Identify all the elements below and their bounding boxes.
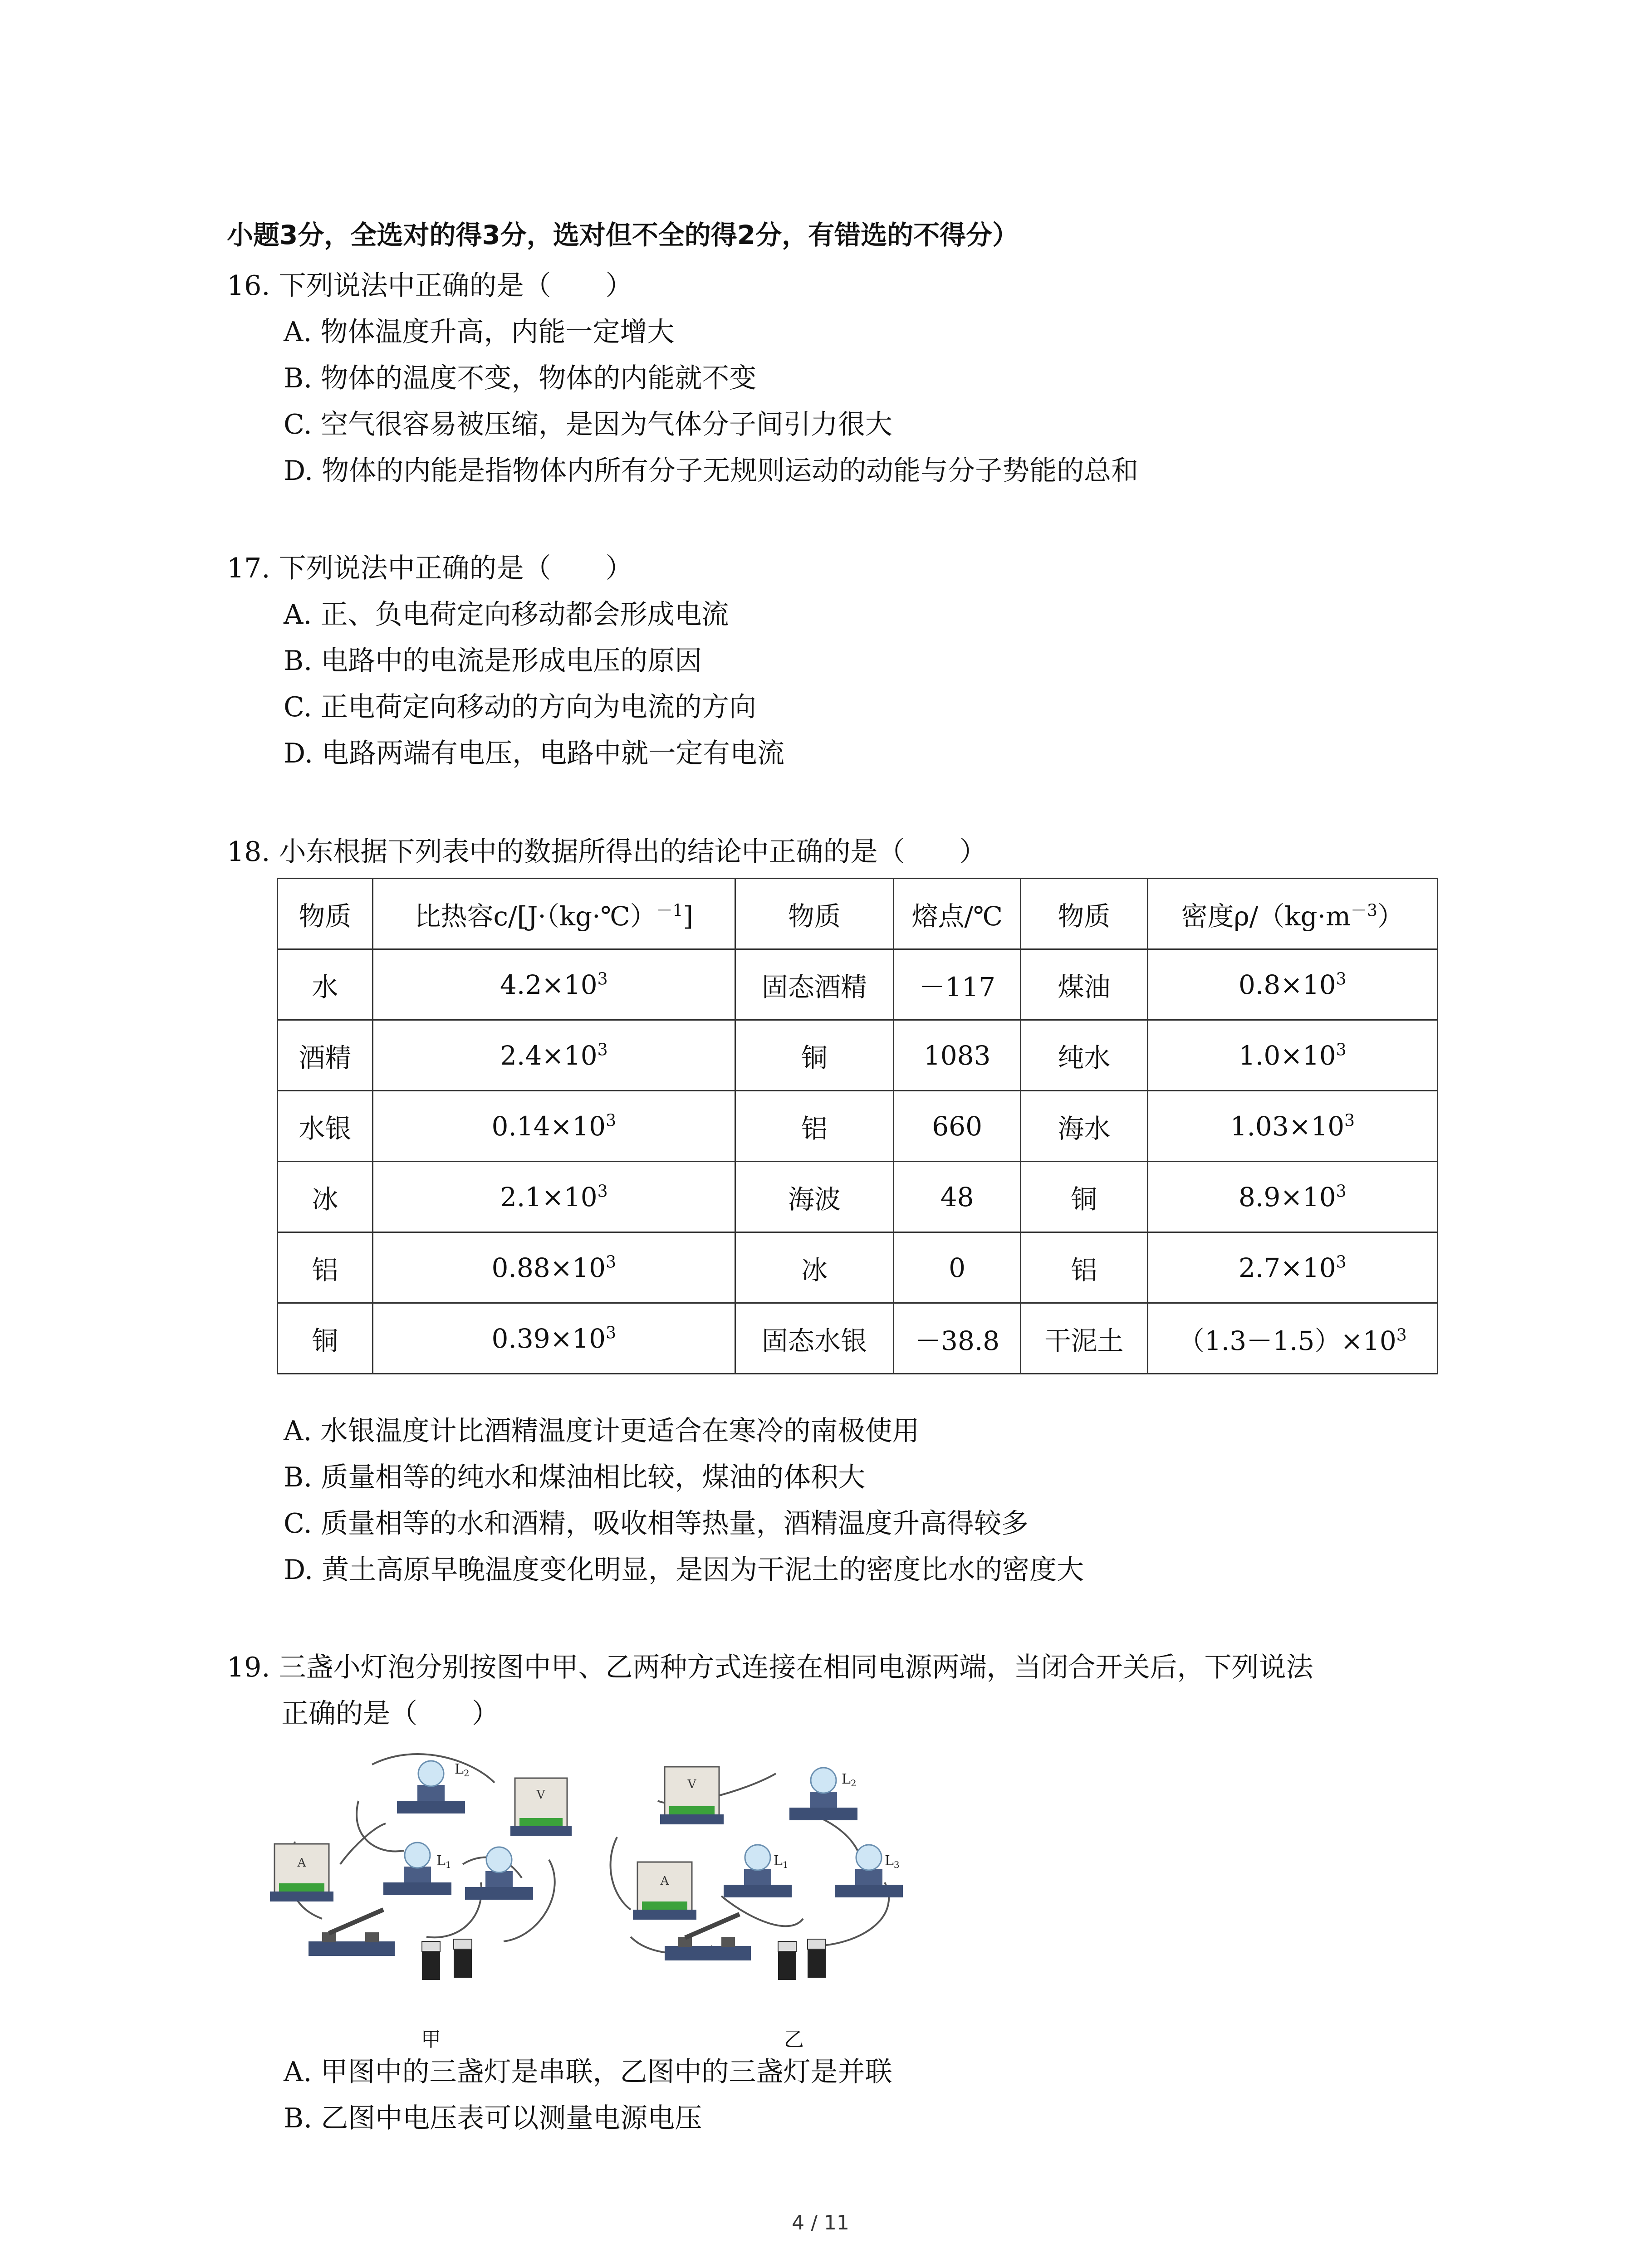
question-18-option-a: A. 水银温度计比酒精温度计更适合在寒冷的南极使用 (284, 1415, 920, 1447)
question-19-stem: 19. 三盏小灯泡分别按图中甲、乙两种方式连接在相同电源两端，当闭合开关后，下列说法 (227, 1652, 1313, 1683)
question-19-option-b: B. 乙图中电压表可以测量电源电压 (284, 2102, 702, 2134)
lamp-icon (383, 1843, 451, 1895)
table-cell: 铜 (278, 1303, 373, 1374)
table-cell: 固态酒精 (735, 949, 893, 1020)
table-cell: $0.88\times 10^3$ (372, 1232, 735, 1303)
table-cell: 煤油 (1021, 949, 1148, 1020)
battery-icon (422, 1939, 472, 1980)
table-header-row (278, 879, 1438, 949)
question-18-option-b: B. 质量相等的纯水和煤油相比较，煤油的体积大 (284, 1461, 866, 1493)
table-cell: 铝 (735, 1091, 893, 1162)
table-cell: 水 (278, 949, 373, 1020)
question-18-stem: 18. 小东根据下列表中的数据所得出的结论中正确的是（ ） (227, 836, 987, 868)
question-18-option-c: C. 质量相等的水和酒精，吸收相等热量，酒精温度升高得较多 (284, 1508, 1029, 1540)
question-17-option-d: D. 电路两端有电压，电路中就一定有电流 (284, 738, 785, 769)
question-16-stem: 16. 下列说法中正确的是（ ） (227, 270, 633, 302)
lamp-icon (397, 1761, 470, 1813)
table-cell: －38.8 (894, 1303, 1021, 1374)
lamp-icon (789, 1768, 857, 1820)
svg-text:L2: $L_2$ (455, 1761, 470, 1779)
table-row (278, 949, 1438, 1020)
table-header-cell: 物质 (735, 879, 893, 949)
question-16-option-d: D. 物体的内能是指物体内所有分子无规则运动的动能与分子势能的总和 (284, 455, 1139, 487)
table-row (278, 1020, 1438, 1091)
svg-text:V: V (536, 1788, 545, 1802)
svg-text:L1: $L_1$ (774, 1853, 789, 1870)
svg-text:A: A (297, 1856, 306, 1870)
figure-label-right: 乙 (784, 2028, 804, 2051)
table-cell: 铜 (735, 1020, 893, 1091)
table-cell: $8.9\times 10^3$ (1147, 1162, 1437, 1232)
question-19-stem-continued: 正确的是（ ） (281, 1698, 499, 1730)
table-header-cell: 比热容c/[J·（kg·℃）$^{-1}$] (372, 879, 735, 949)
switch-icon (309, 1910, 395, 1956)
table-cell: 冰 (735, 1232, 893, 1303)
question-16-option-a: A. 物体温度升高，内能一定增大 (284, 316, 675, 348)
figure-label-left: 甲 (421, 2028, 441, 2051)
svg-text:V: V (687, 1778, 696, 1791)
lamp-icon (724, 1845, 792, 1897)
table-row (278, 1091, 1438, 1162)
table-cell: $2.7\times 10^3$ (1147, 1232, 1437, 1303)
table-cell: $1.0\times 10^3$ (1147, 1020, 1437, 1091)
table-cell: 铝 (278, 1232, 373, 1303)
question-19-option-a: A. 甲图中的三盏灯是串联，乙图中的三盏灯是并联 (284, 2056, 892, 2088)
ammeter-icon (633, 1862, 696, 1920)
table-cell: $0.39\times 10^3$ (372, 1303, 735, 1374)
question-17-stem: 17. 下列说法中正确的是（ ） (227, 552, 633, 584)
page-number: 4 / 11 (792, 2211, 849, 2234)
table-cell: $0.8\times 10^3$ (1147, 949, 1437, 1020)
table-cell: 水银 (278, 1091, 373, 1162)
svg-text:L2: $L_2$ (842, 1771, 857, 1789)
table-header-cell: 熔点/℃ (894, 879, 1021, 949)
svg-text:L1: $L_1$ (436, 1853, 451, 1870)
question-16-option-b: B. 物体的温度不变，物体的内能就不变 (284, 362, 757, 394)
table-cell: 0 (894, 1232, 1021, 1303)
table-row (278, 1162, 1438, 1232)
question-17-option-a: A. 正、负电荷定向移动都会形成电流 (284, 599, 729, 631)
ammeter-icon (270, 1844, 333, 1901)
table-cell: $0.14\times 10^3$ (372, 1091, 735, 1162)
table-cell: $2.1\times 10^3$ (372, 1162, 735, 1232)
table-cell: 冰 (278, 1162, 373, 1232)
table-cell: 海波 (735, 1162, 893, 1232)
table-row (278, 1303, 1438, 1374)
table-cell: －117 (894, 949, 1021, 1020)
table-header-cell: 物质 (1021, 879, 1148, 949)
table-cell: 1083 (894, 1020, 1021, 1091)
table-row (278, 1232, 1438, 1303)
data-table (277, 878, 1438, 1374)
lamp-icon (465, 1847, 533, 1900)
table-cell: $1.03\times 10^3$ (1147, 1091, 1437, 1162)
table-cell: 铜 (1021, 1162, 1148, 1232)
question-18-option-d: D. 黄土高原早晚温度变化明显，是因为干泥土的密度比水的密度大 (284, 1554, 1084, 1586)
table-cell: 酒精 (278, 1020, 373, 1091)
table-cell: 48 (894, 1162, 1021, 1232)
circuit-right (611, 1767, 903, 1980)
circuit-left (270, 1754, 572, 1980)
voltmeter-icon (510, 1778, 572, 1836)
table-header-cell: 物质 (278, 879, 373, 949)
switch-icon (665, 1914, 751, 1960)
table-cell: $4.2\times 10^3$ (372, 949, 735, 1020)
section-note: 小题3分，全选对的得3分，选对但不全的得2分，有错选的不得分） (227, 220, 1019, 250)
table-cell: 固态水银 (735, 1303, 893, 1374)
svg-text:A: A (660, 1874, 669, 1888)
table-cell: 海水 (1021, 1091, 1148, 1162)
battery-icon (778, 1939, 826, 1980)
table-cell: 660 (894, 1091, 1021, 1162)
table-cell: $(1.3-1.5)\times 10^3$ (1147, 1303, 1437, 1374)
lamp-icon (835, 1845, 903, 1897)
voltmeter-icon (660, 1767, 724, 1824)
table-cell: 纯水 (1021, 1020, 1148, 1091)
svg-text:L3: $L_3$ (885, 1853, 900, 1870)
circuit-figure (268, 1746, 948, 2019)
table-cell: 铝 (1021, 1232, 1148, 1303)
table-cell: $2.4\times 10^3$ (372, 1020, 735, 1091)
question-17-option-b: B. 电路中的电流是形成电压的原因 (284, 645, 702, 677)
question-16-option-c: C. 空气很容易被压缩，是因为气体分子间引力很大 (284, 409, 892, 440)
table-cell: 干泥土 (1021, 1303, 1148, 1374)
question-17-option-c: C. 正电荷定向移动的方向为电流的方向 (284, 691, 756, 723)
table-header-cell: 密度$\rho/(kg\cdot m^{-3})$ (1147, 879, 1437, 949)
